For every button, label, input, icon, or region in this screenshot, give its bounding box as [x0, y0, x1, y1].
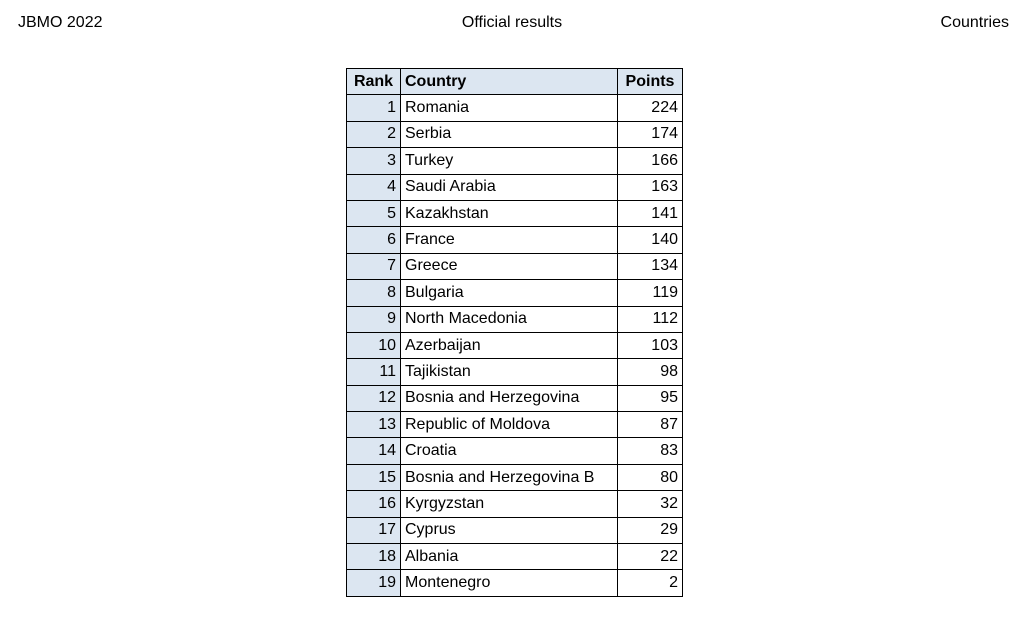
points-cell: 103 — [618, 332, 683, 358]
table-row — [347, 121, 683, 147]
table-row — [347, 544, 683, 570]
country-cell: Republic of Moldova — [401, 412, 618, 438]
points-cell: 98 — [618, 359, 683, 385]
points-cell: 22 — [618, 544, 683, 570]
table-row — [347, 306, 683, 332]
rank-cell: 4 — [347, 174, 401, 200]
rank-cell: 10 — [347, 332, 401, 358]
country-cell: Bosnia and Herzegovina — [401, 385, 618, 411]
column-header-rank: Rank — [347, 69, 401, 95]
country-cell: Cyprus — [401, 517, 618, 543]
country-cell: Kyrgyzstan — [401, 491, 618, 517]
table-header-row — [347, 69, 683, 95]
country-cell: Bulgaria — [401, 280, 618, 306]
country-cell: France — [401, 227, 618, 253]
table-row — [347, 464, 683, 490]
points-cell: 112 — [618, 306, 683, 332]
points-cell: 166 — [618, 148, 683, 174]
table-row — [347, 227, 683, 253]
rank-cell: 19 — [347, 570, 401, 596]
points-cell: 32 — [618, 491, 683, 517]
results-body — [347, 95, 683, 596]
points-cell: 134 — [618, 253, 683, 279]
column-header-points: Points — [618, 69, 683, 95]
rank-cell: 13 — [347, 412, 401, 438]
country-cell: Kazakhstan — [401, 200, 618, 226]
country-cell: Turkey — [401, 148, 618, 174]
rank-cell: 5 — [347, 200, 401, 226]
points-cell: 224 — [618, 95, 683, 121]
page-title: Official results — [461, 14, 563, 31]
country-cell: Bosnia and Herzegovina B — [401, 464, 618, 490]
country-cell: Croatia — [401, 438, 618, 464]
country-cell: Montenegro — [401, 570, 618, 596]
table-row — [347, 359, 683, 385]
section-label: Countries — [940, 14, 1009, 31]
rank-cell: 18 — [347, 544, 401, 570]
rank-cell: 15 — [347, 464, 401, 490]
table-row — [347, 95, 683, 121]
competition-title: JBMO 2022 — [18, 14, 103, 31]
rank-cell: 17 — [347, 517, 401, 543]
points-cell: 141 — [618, 200, 683, 226]
table-row — [347, 332, 683, 358]
table-row — [347, 280, 683, 306]
table-row — [347, 570, 683, 596]
table-row — [347, 438, 683, 464]
table-row — [347, 174, 683, 200]
rank-cell: 12 — [347, 385, 401, 411]
rank-cell: 11 — [347, 359, 401, 385]
rank-cell: 9 — [347, 306, 401, 332]
country-cell: Romania — [401, 95, 618, 121]
table-row — [347, 517, 683, 543]
rank-cell: 14 — [347, 438, 401, 464]
country-cell: Azerbaijan — [401, 332, 618, 358]
points-cell: 119 — [618, 280, 683, 306]
results-table — [346, 68, 683, 597]
points-cell: 163 — [618, 174, 683, 200]
points-cell: 2 — [618, 570, 683, 596]
rank-cell: 2 — [347, 121, 401, 147]
points-cell: 140 — [618, 227, 683, 253]
table-row — [347, 491, 683, 517]
points-cell: 174 — [618, 121, 683, 147]
country-cell: Serbia — [401, 121, 618, 147]
column-header-country: Country — [401, 69, 618, 95]
table-row — [347, 385, 683, 411]
country-cell: Saudi Arabia — [401, 174, 618, 200]
rank-cell: 3 — [347, 148, 401, 174]
points-cell: 29 — [618, 517, 683, 543]
points-cell: 95 — [618, 385, 683, 411]
country-cell: Greece — [401, 253, 618, 279]
points-cell: 87 — [618, 412, 683, 438]
country-cell: North Macedonia — [401, 306, 618, 332]
country-cell: Albania — [401, 544, 618, 570]
rank-cell: 16 — [347, 491, 401, 517]
rank-cell: 7 — [347, 253, 401, 279]
points-cell: 80 — [618, 464, 683, 490]
table-row — [347, 412, 683, 438]
table-row — [347, 253, 683, 279]
points-cell: 83 — [618, 438, 683, 464]
table-row — [347, 200, 683, 226]
table-row — [347, 148, 683, 174]
rank-cell: 1 — [347, 95, 401, 121]
rank-cell: 8 — [347, 280, 401, 306]
rank-cell: 6 — [347, 227, 401, 253]
country-cell: Tajikistan — [401, 359, 618, 385]
